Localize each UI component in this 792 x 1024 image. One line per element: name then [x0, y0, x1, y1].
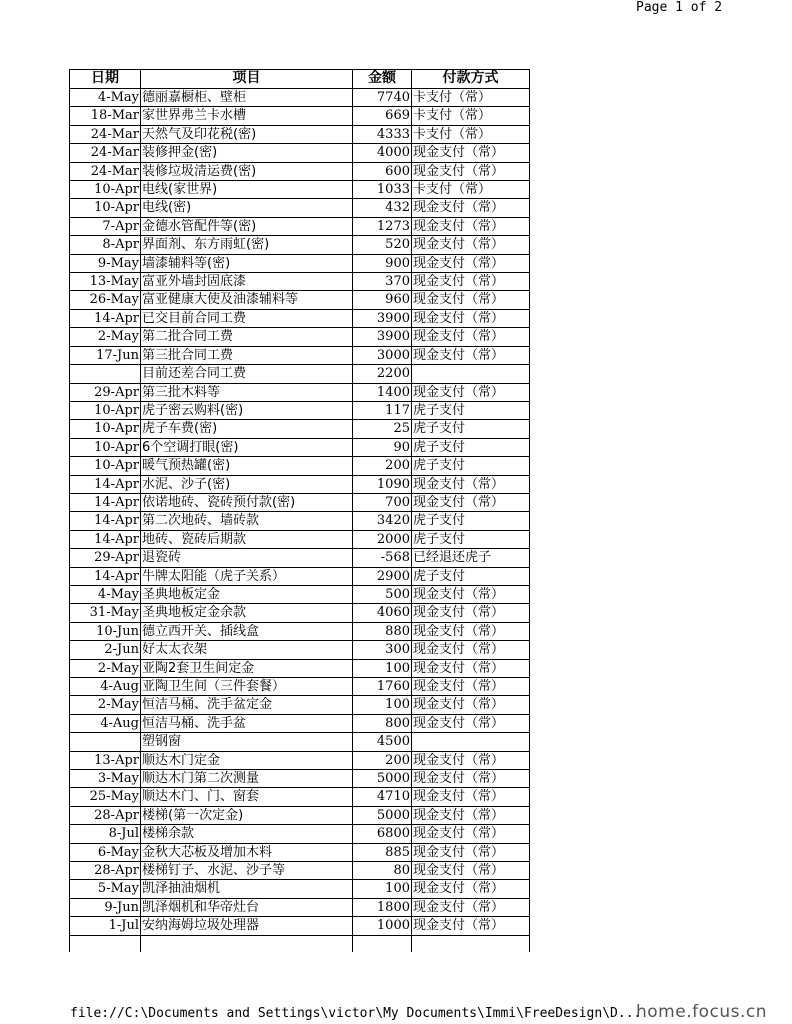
table-row [70, 475, 530, 493]
row-payment: 现金支付（常） [412, 273, 530, 291]
row-payment: 现金支付（常） [412, 825, 530, 843]
row-amount: -568 [353, 549, 412, 567]
row-date: 10-Apr [70, 438, 141, 456]
row-amount: 1273 [353, 217, 412, 235]
row-date: 14-Apr [70, 309, 141, 327]
row-amount: 2200 [353, 365, 412, 383]
row-date: 17-Jun [70, 346, 141, 364]
row-payment: 现金支付（常） [412, 880, 530, 898]
row-payment: 虎子支付 [412, 457, 530, 475]
row-date: 24-Mar [70, 125, 141, 143]
row-item: 顺达木门第二次测量 [141, 770, 353, 788]
table-row [70, 401, 530, 419]
row-amount: 7740 [353, 89, 412, 107]
row-payment: 现金支付（常） [412, 291, 530, 309]
row-payment: 现金支付（常） [412, 346, 530, 364]
row-amount: 5000 [353, 770, 412, 788]
row-date: 9-May [70, 254, 141, 272]
row-amount: 5000 [353, 806, 412, 824]
row-date: 4-Aug [70, 678, 141, 696]
table-row [70, 217, 530, 235]
row-item: 装修垃圾清运费(密) [141, 162, 353, 180]
table-row [70, 181, 530, 199]
row-item: 墙漆辅料等(密) [141, 254, 353, 272]
table-row [70, 733, 530, 751]
row-payment: 现金支付（常） [412, 475, 530, 493]
row-date: 14-Apr [70, 530, 141, 548]
table-row [70, 162, 530, 180]
row-item: 金秋大芯板及增加木料 [141, 843, 353, 861]
row-item: 塑钢窗 [141, 733, 353, 751]
row-item: 第二批合同工费 [141, 328, 353, 346]
row-payment: 虎子支付 [412, 438, 530, 456]
row-date: 4-May [70, 89, 141, 107]
row-payment: 现金支付（常） [412, 162, 530, 180]
row-date: 10-Apr [70, 457, 141, 475]
row-date: 14-Apr [70, 512, 141, 530]
row-payment: 现金支付（常） [412, 641, 530, 659]
row-payment: 现金支付（常） [412, 217, 530, 235]
row-date: 10-Apr [70, 401, 141, 419]
column-header-date: 日期 [70, 70, 141, 89]
row-payment: 现金支付（常） [412, 678, 530, 696]
table-row [70, 843, 530, 861]
row-amount: 6800 [353, 825, 412, 843]
row-amount: 4710 [353, 788, 412, 806]
row-item: 好太太衣架 [141, 641, 353, 659]
row-date: 9-Jun [70, 898, 141, 916]
row-amount: 3420 [353, 512, 412, 530]
table-row [70, 917, 530, 935]
row-payment: 虎子支付 [412, 530, 530, 548]
row-date: 28-Apr [70, 862, 141, 880]
row-item: 第三批木料等 [141, 383, 353, 401]
row-payment: 卡支付（常） [412, 125, 530, 143]
table-row [70, 898, 530, 916]
row-payment: 虎子支付 [412, 567, 530, 585]
row-amount: 800 [353, 714, 412, 732]
watermark-logo: home.focus.cn [636, 1002, 767, 1022]
row-date: 24-Mar [70, 144, 141, 162]
row-amount: 880 [353, 622, 412, 640]
row-date: 13-May [70, 273, 141, 291]
page-number: Page 1 of 2 [636, 0, 723, 15]
table-row [70, 825, 530, 843]
row-payment: 现金支付（常） [412, 788, 530, 806]
row-amount: 3900 [353, 309, 412, 327]
row-payment: 虎子支付 [412, 420, 530, 438]
row-amount: 520 [353, 236, 412, 254]
row-date: 10-Apr [70, 199, 141, 217]
continuation-cell [353, 935, 412, 952]
row-amount: 900 [353, 254, 412, 272]
row-payment: 虎子支付 [412, 512, 530, 530]
row-payment: 现金支付（常） [412, 309, 530, 327]
row-date: 10-Apr [70, 181, 141, 199]
row-amount: 4500 [353, 733, 412, 751]
row-amount: 885 [353, 843, 412, 861]
row-item: 界面剂、东方雨虹(密) [141, 236, 353, 254]
row-date: 7-Apr [70, 217, 141, 235]
row-payment: 现金支付（常） [412, 144, 530, 162]
row-payment: 现金支付（常） [412, 254, 530, 272]
table-row [70, 622, 530, 640]
table-body [70, 89, 530, 952]
row-amount: 1033 [353, 181, 412, 199]
row-payment: 现金支付（常） [412, 751, 530, 769]
row-date: 28-Apr [70, 806, 141, 824]
table-row [70, 328, 530, 346]
row-payment: 现金支付（常） [412, 604, 530, 622]
row-date: 10-Jun [70, 622, 141, 640]
table-row [70, 144, 530, 162]
row-amount: 80 [353, 862, 412, 880]
table-row [70, 365, 530, 383]
row-amount: 117 [353, 401, 412, 419]
table-row [70, 880, 530, 898]
row-date: 29-Apr [70, 383, 141, 401]
row-item: 亚陶卫生间（三件套餐） [141, 678, 353, 696]
table-row [70, 641, 530, 659]
row-payment: 现金支付（常） [412, 585, 530, 603]
row-date: 25-May [70, 788, 141, 806]
continuation-cell [141, 935, 353, 952]
row-item: 目前还差合同工费 [141, 365, 353, 383]
row-date: 14-Apr [70, 475, 141, 493]
expense-table [69, 69, 530, 952]
row-amount: 4000 [353, 144, 412, 162]
row-amount: 669 [353, 107, 412, 125]
row-item: 顺达木门、门、窗套 [141, 788, 353, 806]
row-amount: 100 [353, 880, 412, 898]
row-payment: 现金支付（常） [412, 383, 530, 401]
row-date: 18-Mar [70, 107, 141, 125]
row-item: 退瓷砖 [141, 549, 353, 567]
row-amount: 25 [353, 420, 412, 438]
row-date: 2-May [70, 659, 141, 677]
row-payment [412, 733, 530, 751]
row-item: 水泥、沙子(密) [141, 475, 353, 493]
row-amount: 100 [353, 659, 412, 677]
row-date: 4-Aug [70, 714, 141, 732]
row-amount: 960 [353, 291, 412, 309]
row-item: 天然气及印花税(密) [141, 125, 353, 143]
row-amount: 1800 [353, 898, 412, 916]
row-payment: 现金支付（常） [412, 236, 530, 254]
table-row [70, 273, 530, 291]
row-payment: 现金支付（常） [412, 714, 530, 732]
table-row [70, 604, 530, 622]
table-row [70, 438, 530, 456]
row-payment: 现金支付（常） [412, 493, 530, 511]
row-date: 31-May [70, 604, 141, 622]
row-item: 德丽嘉橱柜、壁柜 [141, 89, 353, 107]
row-amount: 1000 [353, 917, 412, 935]
column-header-amount: 金额 [353, 70, 412, 89]
row-item: 牛牌太阳能（虎子关系） [141, 567, 353, 585]
row-date: 4-May [70, 585, 141, 603]
table-row [70, 493, 530, 511]
row-date: 2-Jun [70, 641, 141, 659]
table-row [70, 549, 530, 567]
row-amount: 2000 [353, 530, 412, 548]
table-continuation [70, 935, 530, 952]
row-date: 13-Apr [70, 751, 141, 769]
row-payment: 已经退还虎子 [412, 549, 530, 567]
row-amount: 700 [353, 493, 412, 511]
table-row [70, 788, 530, 806]
row-amount: 3000 [353, 346, 412, 364]
row-item: 圣典地板定金余款 [141, 604, 353, 622]
table-row [70, 696, 530, 714]
row-item: 电线(家世界) [141, 181, 353, 199]
row-payment: 现金支付（常） [412, 862, 530, 880]
row-amount: 1090 [353, 475, 412, 493]
column-header-payment: 付款方式 [412, 70, 530, 89]
table-row [70, 107, 530, 125]
row-item: 凯泽烟机和华帝灶台 [141, 898, 353, 916]
row-item: 虎子车费(密) [141, 420, 353, 438]
row-amount: 1400 [353, 383, 412, 401]
row-date: 3-May [70, 770, 141, 788]
row-payment: 卡支付（常） [412, 89, 530, 107]
row-item: 6个空调打眼(密) [141, 438, 353, 456]
row-payment: 现金支付（常） [412, 622, 530, 640]
row-date: 14-Apr [70, 493, 141, 511]
row-payment: 卡支付（常） [412, 107, 530, 125]
table-header-row [70, 70, 530, 89]
table-row [70, 236, 530, 254]
row-date [70, 733, 141, 751]
table-row [70, 199, 530, 217]
row-date: 2-May [70, 696, 141, 714]
row-amount: 90 [353, 438, 412, 456]
row-item: 已交目前合同工费 [141, 309, 353, 327]
row-item: 依诺地砖、瓷砖预付款(密) [141, 493, 353, 511]
row-payment: 现金支付（常） [412, 659, 530, 677]
row-item: 装修押金(密) [141, 144, 353, 162]
table-row [70, 512, 530, 530]
table-row [70, 530, 530, 548]
table-row [70, 420, 530, 438]
row-item: 德立西开关、插线盒 [141, 622, 353, 640]
table-row [70, 346, 530, 364]
table-row [70, 678, 530, 696]
row-item: 第二次地砖、墙砖款 [141, 512, 353, 530]
row-item: 富亚健康大使及油漆辅料等 [141, 291, 353, 309]
table-row [70, 89, 530, 107]
row-payment: 现金支付（常） [412, 898, 530, 916]
row-item: 凯泽抽油烟机 [141, 880, 353, 898]
table-row [70, 751, 530, 769]
row-item: 恒洁马桶、洗手盆定金 [141, 696, 353, 714]
row-item: 楼梯余款 [141, 825, 353, 843]
row-amount: 2900 [353, 567, 412, 585]
table-row [70, 125, 530, 143]
row-item: 暖气预热罐(密) [141, 457, 353, 475]
row-date: 1-Jul [70, 917, 141, 935]
row-amount: 100 [353, 696, 412, 714]
row-item: 恒洁马桶、洗手盆 [141, 714, 353, 732]
table-row [70, 770, 530, 788]
row-item: 楼梯钉子、水泥、沙子等 [141, 862, 353, 880]
row-date: 10-Apr [70, 420, 141, 438]
row-amount: 200 [353, 751, 412, 769]
table-row [70, 714, 530, 732]
row-amount: 3900 [353, 328, 412, 346]
row-payment: 现金支付（常） [412, 917, 530, 935]
row-amount: 370 [353, 273, 412, 291]
table-row [70, 309, 530, 327]
row-payment: 现金支付（常） [412, 199, 530, 217]
table-row [70, 585, 530, 603]
row-date: 29-Apr [70, 549, 141, 567]
row-amount: 4060 [353, 604, 412, 622]
row-payment: 虎子支付 [412, 401, 530, 419]
row-item: 亚陶2套卫生间定金 [141, 659, 353, 677]
row-item: 楼梯(第一次定金) [141, 806, 353, 824]
table-row [70, 862, 530, 880]
table-row [70, 291, 530, 309]
row-date [70, 365, 141, 383]
table-row [70, 457, 530, 475]
row-payment: 现金支付（常） [412, 696, 530, 714]
row-payment: 现金支付（常） [412, 770, 530, 788]
row-item: 地砖、瓷砖后期款 [141, 530, 353, 548]
continuation-cell [412, 935, 530, 952]
table-row [70, 659, 530, 677]
row-item: 富亚外墙封固底漆 [141, 273, 353, 291]
row-amount: 500 [353, 585, 412, 603]
column-header-item: 项目 [141, 70, 353, 89]
row-date: 8-Jul [70, 825, 141, 843]
row-date: 14-Apr [70, 567, 141, 585]
row-amount: 300 [353, 641, 412, 659]
row-date: 6-May [70, 843, 141, 861]
row-payment: 卡支付（常） [412, 181, 530, 199]
table-row [70, 806, 530, 824]
row-item: 第三批合同工费 [141, 346, 353, 364]
row-amount: 600 [353, 162, 412, 180]
table-row [70, 383, 530, 401]
footer-file-path: file://C:\Documents and Settings\victor\My Documents\Immi\FreeDesign\D... [70, 1006, 642, 1021]
row-payment: 现金支付（常） [412, 843, 530, 861]
row-item: 金德水管配件等(密) [141, 217, 353, 235]
row-date: 2-May [70, 328, 141, 346]
row-item: 安纳海姆垃圾处理器 [141, 917, 353, 935]
row-item: 电线(密) [141, 199, 353, 217]
row-item: 虎子密云购料(密) [141, 401, 353, 419]
row-amount: 200 [353, 457, 412, 475]
row-amount: 432 [353, 199, 412, 217]
row-date: 24-Mar [70, 162, 141, 180]
row-date: 5-May [70, 880, 141, 898]
table-row [70, 567, 530, 585]
row-date: 26-May [70, 291, 141, 309]
continuation-cell [70, 935, 141, 952]
row-item: 圣典地板定金 [141, 585, 353, 603]
row-amount: 1760 [353, 678, 412, 696]
table-row [70, 254, 530, 272]
row-payment [412, 365, 530, 383]
row-date: 8-Apr [70, 236, 141, 254]
row-item: 家世界弗兰卡水槽 [141, 107, 353, 125]
row-payment: 现金支付（常） [412, 328, 530, 346]
row-amount: 4333 [353, 125, 412, 143]
row-payment: 现金支付（常） [412, 806, 530, 824]
row-item: 顺达木门定金 [141, 751, 353, 769]
